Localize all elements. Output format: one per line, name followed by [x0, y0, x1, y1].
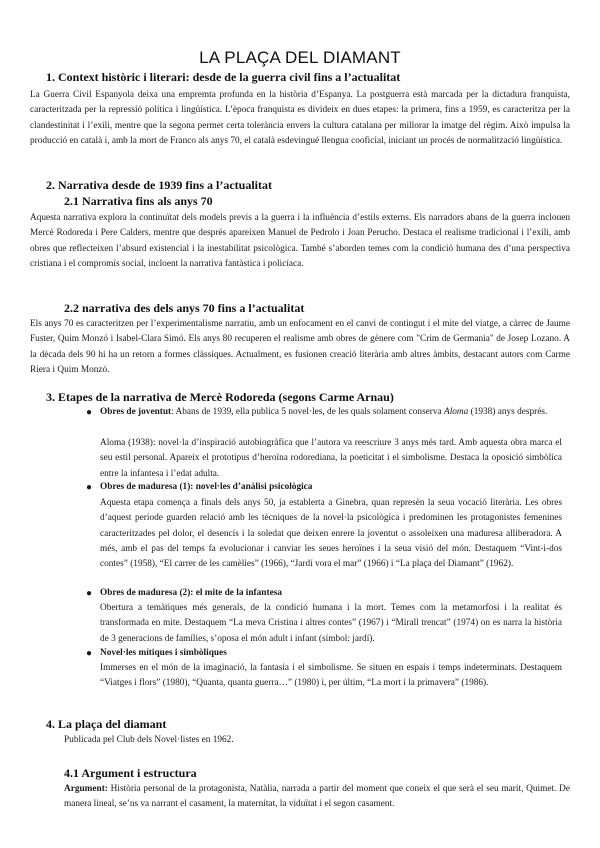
- bullet-paragraph-youth: Aloma (1938): novel·la d’inspiració autobiogràfica que l’autora va reescriure 3 anys més tard. Amb aquesta obra marca el seu estil personal. Apareix el prototipus d’heroïna rodorediana, la poeticitat i el simbolisme. Destaca la oposició simbòlica entre la infantesa i l’edat adulta.: [100, 438, 562, 479]
- bullet-paragraph-mythic: Immerses en el món de la imaginació, la fantasia i el simbolisme. Se situen en espais i temps indeterminats. Destaquem “Viatges i flors” (1980), “Quanta, quanta guerra…” (1980) i, per últim, “La mort i la primavera” (1986).: [100, 663, 562, 689]
- bullet-item-youth: Obres de joventut: Abans de 1939, ella publica 5 novel·les, de les quals solament conserva Aloma (1938) anys després.: [100, 407, 548, 417]
- section-4-heading: 4. La plaça del diamant: [46, 717, 167, 731]
- section-2-2-heading: 2.2 narrativa des dels anys 70 fins a l’actualitat: [64, 301, 305, 315]
- bullet-label: Obres de maduresa (1): novel·les d’anàlisi psicològica: [100, 482, 313, 492]
- section-1-heading: 1. Context històric i literari: desde de la guerra civil fins a l’actualitat: [46, 70, 401, 84]
- bullet-icon: ●: [86, 648, 93, 659]
- bullet-item-mythic: [100, 646, 562, 661]
- bullet-item-maturity-1: [100, 480, 562, 495]
- bullet-label: Novel·les mítiques i simbòliques: [100, 648, 227, 658]
- section-1-paragraph: La Guerra Civil Espanyola deixa una empremta profunda en la història d’Espanya. La postguerra està marcada per la dictadura franquista, caracteritzada per la repressió política i lingüística. L’època franquista es divideix en dues etapes: la primera, fins a 1959, es caracteritza per la clandestinitat i l’exili, mentre que la segona permet certa tolerància envers la cultura catalana per millorar la imatge del règim. Això impulsa la producció en català i, amb la mort de Franco als anys 70, el català esdevingué llengua cooficial, iniciant un procés de normalització lingüística.: [30, 90, 570, 146]
- argument-label: Argument:: [64, 784, 108, 794]
- section-4-paragraph: Publicada pel Club dels Novel·listes en 1962.: [64, 735, 234, 745]
- section-4-1-heading: 4.1 Argument i estructura: [64, 766, 197, 780]
- section-2-1-paragraph: Aquesta narrativa explora la continuïtat dels models previs a la guerra i la influència d’estils externs. Els narradors abans de la guerra inclouen Mercè Rodoreda i Pere Calders, mentre que després apareixen Manuel de Pedrolo i Joan Perucho. Destaca el realisme tradicional i l’exili, amb obres que reflecteixen l’absurd existencial i la inestabilitat psicològica. També s’aborden temes com la condició humana des d’una perspectiva cristiana i el compromís social, incloent la narrativa fantàstica i policíaca.: [30, 213, 570, 269]
- book-title: Aloma: [444, 407, 469, 417]
- section-3-heading: 3. Etapes de la narrativa de Mercè Rodoreda (segons Carme Arnau): [46, 390, 394, 404]
- bullet-item-maturity-2: [100, 586, 562, 601]
- section-4-1-paragraph: Argument: Història personal de la protagonista, Natàlia, narrada a partir del moment que coneix el que serà el seu marit, Quimet. De manera lineal, se’ns va narrant el casament, la maternitat, la viduïtat i el segon casament.: [64, 784, 570, 810]
- bullet-icon: ●: [86, 482, 93, 493]
- section-2-heading: 2. Narrativa desde de 1939 fins a l’actualitat: [46, 178, 272, 192]
- section-2-1-heading: 2.1 Narrativa fins als anys 70: [64, 194, 213, 208]
- bullet-label: Obres de maduresa (2): el mite de la infantesa: [100, 588, 282, 598]
- bullet-icon: ●: [86, 407, 93, 418]
- bullet-label: Obres de joventut: [100, 407, 172, 417]
- bullet-paragraph-maturity-1: Aquesta etapa comença a finals dels anys 50, ja establerta a Ginebra, quan represèn la seua vocació literària. Les obres d’aquest període guarden relació amb les tècniques de la novel·la psicològica i predominen les protagonistes femenines caracteritzades pel dolor, el desencís i la soledat que deixen enrere la joventut o assoleixen una maduresa alliberadora. A més, amb el pas del temps fa evolucionar i canviar les seues heroïnes i la seua visió del món. Destaquem “Vint-i-dos contes” (1958), “El carrer de les camèlies” (1966), “Jardí vora el mar” (1966) i “La plaça del Diamant” (1962).: [100, 498, 562, 570]
- section-2-2-paragraph: Els anys 70 es caracteritzen per l’experimentalisme narratiu, amb un enfocament en el canvi de contingut i el mite del viatge, a càrrec de Jaume Fuster, Quim Monzó i Isabel-Clara Simó. Els anys 80 recuperen el realisme amb obres de gènere com "Crim de Germania" de Josep Lozano. A la dècada dels 90 hi ha un retorn a formes clàssiques. Actualment, es fusionen creació literària amb altres àmbits, destacant autors com Carme Riera i Quim Monzó.: [30, 319, 570, 375]
- bullet-paragraph-maturity-2: Obertura a temàtiques més generals, de la condició humana i la mort. Temes com la metamorfosi i la realitat és transformada en mite. Destaquem “La meva Cristina i altres contes” (1967) i “Mirall trencat” (1974) on es narra la història de 3 generacions de famílies, s’oposa el món adult i infant (símbol: jardí).: [100, 603, 562, 644]
- page-title: LA PLAÇA DEL DIAMANT: [199, 48, 401, 67]
- bullet-icon: ●: [86, 588, 93, 599]
